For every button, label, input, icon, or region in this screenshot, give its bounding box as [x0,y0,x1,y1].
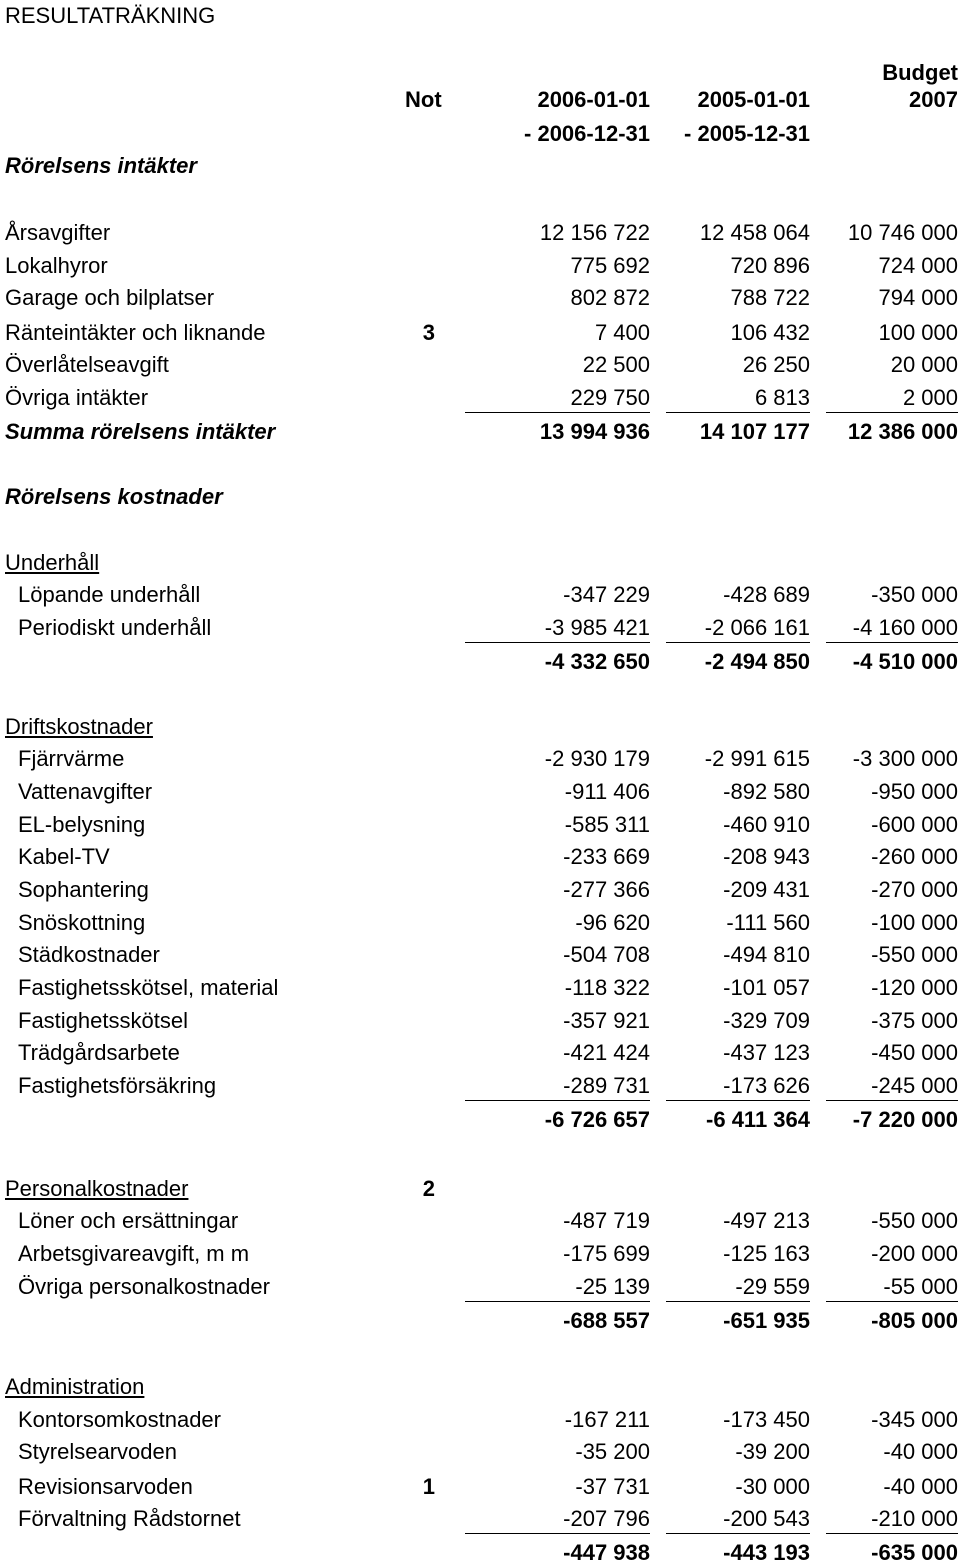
header-col1-from: 2006-01-01 [537,87,650,112]
table-row-value-budget-2007: -200 000 [871,1241,958,1266]
header-not: Not [405,87,442,112]
sum-rule [826,642,958,643]
table-row-value-2005: -29 559 [735,1274,810,1299]
table-row-value-2006: -233 669 [563,844,650,869]
table-row-label: Fastighetsskötsel [18,1008,188,1033]
sum-row-label: Summa rörelsens intäkter [5,419,276,444]
table-row-value-budget-2007: -245 000 [871,1073,958,1098]
table-row-value-budget-2007: -3 300 000 [852,746,958,771]
subtotal-row-value-budget-2007: -635 000 [871,1540,958,1565]
sum-rule [826,412,958,413]
table-row-label: Ränteintäkter och liknande [5,320,266,345]
table-row-value-budget-2007: -550 000 [871,1208,958,1233]
table-row-value-2005: -209 431 [723,877,810,902]
table-row-value-2006: -96 620 [575,910,650,935]
sum-rule [465,1100,650,1101]
group-heading: Underhåll [5,550,100,575]
table-row-value-2005: 6 813 [754,385,810,410]
table-row-value-2005: -173 450 [723,1407,810,1432]
group-heading: Administration [5,1374,145,1399]
note-ref: 1 [422,1474,435,1499]
table-row-label: EL-belysning [18,812,146,837]
note-ref: 3 [422,320,435,345]
table-row-value-budget-2007: -4 160 000 [852,615,958,640]
subtotal-row-value-2006: -6 726 657 [544,1107,650,1132]
sum-rule [666,412,810,413]
table-row-value-2006: 229 750 [570,385,650,410]
sum-rule [666,1533,810,1534]
table-row-label: Löpande underhåll [18,582,201,607]
table-row-value-budget-2007: 100 000 [878,320,958,345]
table-row-value-2005: -111 560 [726,910,810,935]
table-row-label: Snöskottning [18,910,146,935]
table-row-label: Fastighetsförsäkring [18,1073,217,1098]
table-row-value-budget-2007: 724 000 [878,253,958,278]
table-row-value-2005: -497 213 [723,1208,810,1233]
header-col2-to: - 2005-12-31 [684,121,810,146]
subtotal-row-value-2006: -4 332 650 [544,649,650,674]
table-row-value-2006: -504 708 [563,942,650,967]
table-row-label: Kabel-TV [18,844,110,869]
table-row-label: Överlåtelseavgift [5,352,169,377]
table-row-value-budget-2007: -950 000 [871,779,958,804]
table-row-value-2006: -3 985 421 [544,615,650,640]
table-row-value-budget-2007: -375 000 [871,1008,958,1033]
table-row-value-budget-2007: 20 000 [890,352,958,377]
table-row-value-budget-2007: -270 000 [871,877,958,902]
table-row-value-2005: -892 580 [723,779,810,804]
header-col2-from: 2005-01-01 [697,87,810,112]
table-row-value-2006: 802 872 [570,285,650,310]
table-row-value-budget-2007: -260 000 [871,844,958,869]
table-row-label: Löner och ersättningar [18,1208,239,1233]
table-row-value-budget-2007: -345 000 [871,1407,958,1432]
table-row-label: Trädgårdsarbete [18,1040,180,1065]
sum-row-value-2005: 14 107 177 [699,419,810,444]
subtotal-row-value-2006: -447 938 [563,1540,650,1565]
table-row-value-2006: 7 400 [594,320,650,345]
table-row-value-2005: 788 722 [730,285,810,310]
sum-rule [465,1533,650,1534]
table-row-value-2005: -2 066 161 [704,615,810,640]
table-row-label: Vattenavgifter [18,779,153,804]
table-row-value-2006: -277 366 [563,877,650,902]
sum-rule [666,1301,810,1302]
table-row-value-2005: -494 810 [723,942,810,967]
table-row-label: Periodiskt underhåll [18,615,212,640]
subtotal-row-value-2005: -2 494 850 [704,649,810,674]
table-row-value-2006: 775 692 [570,253,650,278]
table-row-value-2005: 106 432 [730,320,810,345]
table-row-value-2006: -2 930 179 [544,746,650,771]
table-row-label: Fjärrvärme [18,746,125,771]
table-row-label: Övriga personalkostnader [18,1274,270,1299]
table-row-value-2006: -167 211 [564,1407,650,1432]
group-heading: Driftskostnader [5,714,153,739]
table-row-value-budget-2007: -450 000 [871,1040,958,1065]
table-row-value-2005: -39 200 [735,1439,810,1464]
table-row-label: Fastighetsskötsel, material [18,975,279,1000]
sum-rule [666,642,810,643]
table-row-value-2005: -30 000 [735,1474,810,1499]
subtotal-row-value-2005: -651 935 [723,1308,810,1333]
subtotal-row-value-2005: -6 411 364 [706,1107,810,1132]
subtotal-row-value-2006: -688 557 [563,1308,650,1333]
sum-row-value-2006: 13 994 936 [539,419,650,444]
table-row-label: Revisionsarvoden [18,1474,193,1499]
table-row-label: Lokalhyror [5,253,108,278]
table-row-value-2005: -200 543 [723,1506,810,1531]
table-row-value-2005: -208 943 [723,844,810,869]
table-row-value-2006: 22 500 [582,352,650,377]
table-row-value-2005: 720 896 [730,253,810,278]
table-row-label: Årsavgifter [5,220,111,245]
table-row-value-budget-2007: -210 000 [871,1506,958,1531]
table-row-label: Garage och bilplatser [5,285,215,310]
table-row-value-budget-2007: -55 000 [883,1274,958,1299]
table-row-value-2005: -2 991 615 [704,746,810,771]
table-row-value-budget-2007: -40 000 [883,1474,958,1499]
table-row-value-budget-2007: -350 000 [871,582,958,607]
table-row-value-budget-2007: 2 000 [902,385,958,410]
table-row-value-budget-2007: 10 746 000 [847,220,958,245]
table-row-value-2006: -25 139 [575,1274,650,1299]
table-row-value-2006: -289 731 [563,1073,650,1098]
table-row-value-2005: -428 689 [723,582,810,607]
subtotal-row-value-budget-2007: -805 000 [871,1308,958,1333]
table-row-value-2005: -125 163 [723,1241,810,1266]
section-heading: Rörelsens intäkter [5,153,197,178]
sum-rule [826,1301,958,1302]
table-row-value-2005: 12 458 064 [699,220,810,245]
table-row-value-2006: -175 699 [563,1241,650,1266]
sum-rule [465,642,650,643]
sum-rule [666,1100,810,1101]
table-row-value-2006: -37 731 [575,1474,650,1499]
note-ref: 2 [422,1176,435,1201]
subtotal-row-value-budget-2007: -4 510 000 [852,649,958,674]
table-row-value-2006: -207 796 [563,1506,650,1531]
table-row-value-2005: -173 626 [723,1073,810,1098]
table-row-value-2005: -437 123 [723,1040,810,1065]
table-row-value-2006: -118 322 [564,975,650,1000]
table-row-value-2005: -329 709 [723,1008,810,1033]
table-row-value-2005: -101 057 [723,975,810,1000]
table-row-value-2006: -911 406 [564,779,650,804]
table-row-value-2006: -487 719 [563,1208,650,1233]
subtotal-row-value-budget-2007: -7 220 000 [852,1107,958,1132]
table-row-label: Styrelsearvoden [18,1439,177,1464]
table-row-label: Städkostnader [18,942,160,967]
sum-row-value-budget-2007: 12 386 000 [847,419,958,444]
table-row-label: Övriga intäkter [5,385,149,410]
sum-rule [826,1100,958,1101]
group-heading: Personalkostnader [5,1176,189,1201]
table-row-label: Förvaltning Rådstornet [18,1506,241,1531]
document-title: RESULTATRÄKNING [5,3,216,28]
table-row-value-2006: 12 156 722 [539,220,650,245]
table-row-value-2006: -585 311 [564,812,650,837]
table-row-value-2006: -357 921 [563,1008,650,1033]
table-row-value-2005: -460 910 [723,812,810,837]
table-row-value-2005: 26 250 [742,352,810,377]
table-row-value-2006: -347 229 [563,582,650,607]
sum-rule [465,412,650,413]
table-row-value-budget-2007: -100 000 [871,910,958,935]
header-col1-to: - 2006-12-31 [524,121,650,146]
table-row-value-budget-2007: -120 000 [871,975,958,1000]
table-row-value-2006: -35 200 [575,1439,650,1464]
table-row-value-2006: -421 424 [563,1040,650,1065]
table-row-label: Arbetsgivareavgift, m m [18,1241,250,1266]
table-row-label: Sophantering [18,877,149,902]
header-budget: Budget [882,60,958,85]
table-row-value-budget-2007: -40 000 [883,1439,958,1464]
section-heading: Rörelsens kostnader [5,484,223,509]
header-budget-year: 2007 [909,87,958,112]
table-row-value-budget-2007: 794 000 [878,285,958,310]
table-row-value-budget-2007: -550 000 [871,942,958,967]
sum-rule [465,1301,650,1302]
subtotal-row-value-2005: -443 193 [723,1540,810,1565]
sum-rule [826,1533,958,1534]
table-row-value-budget-2007: -600 000 [871,812,958,837]
table-row-label: Kontorsomkostnader [18,1407,221,1432]
